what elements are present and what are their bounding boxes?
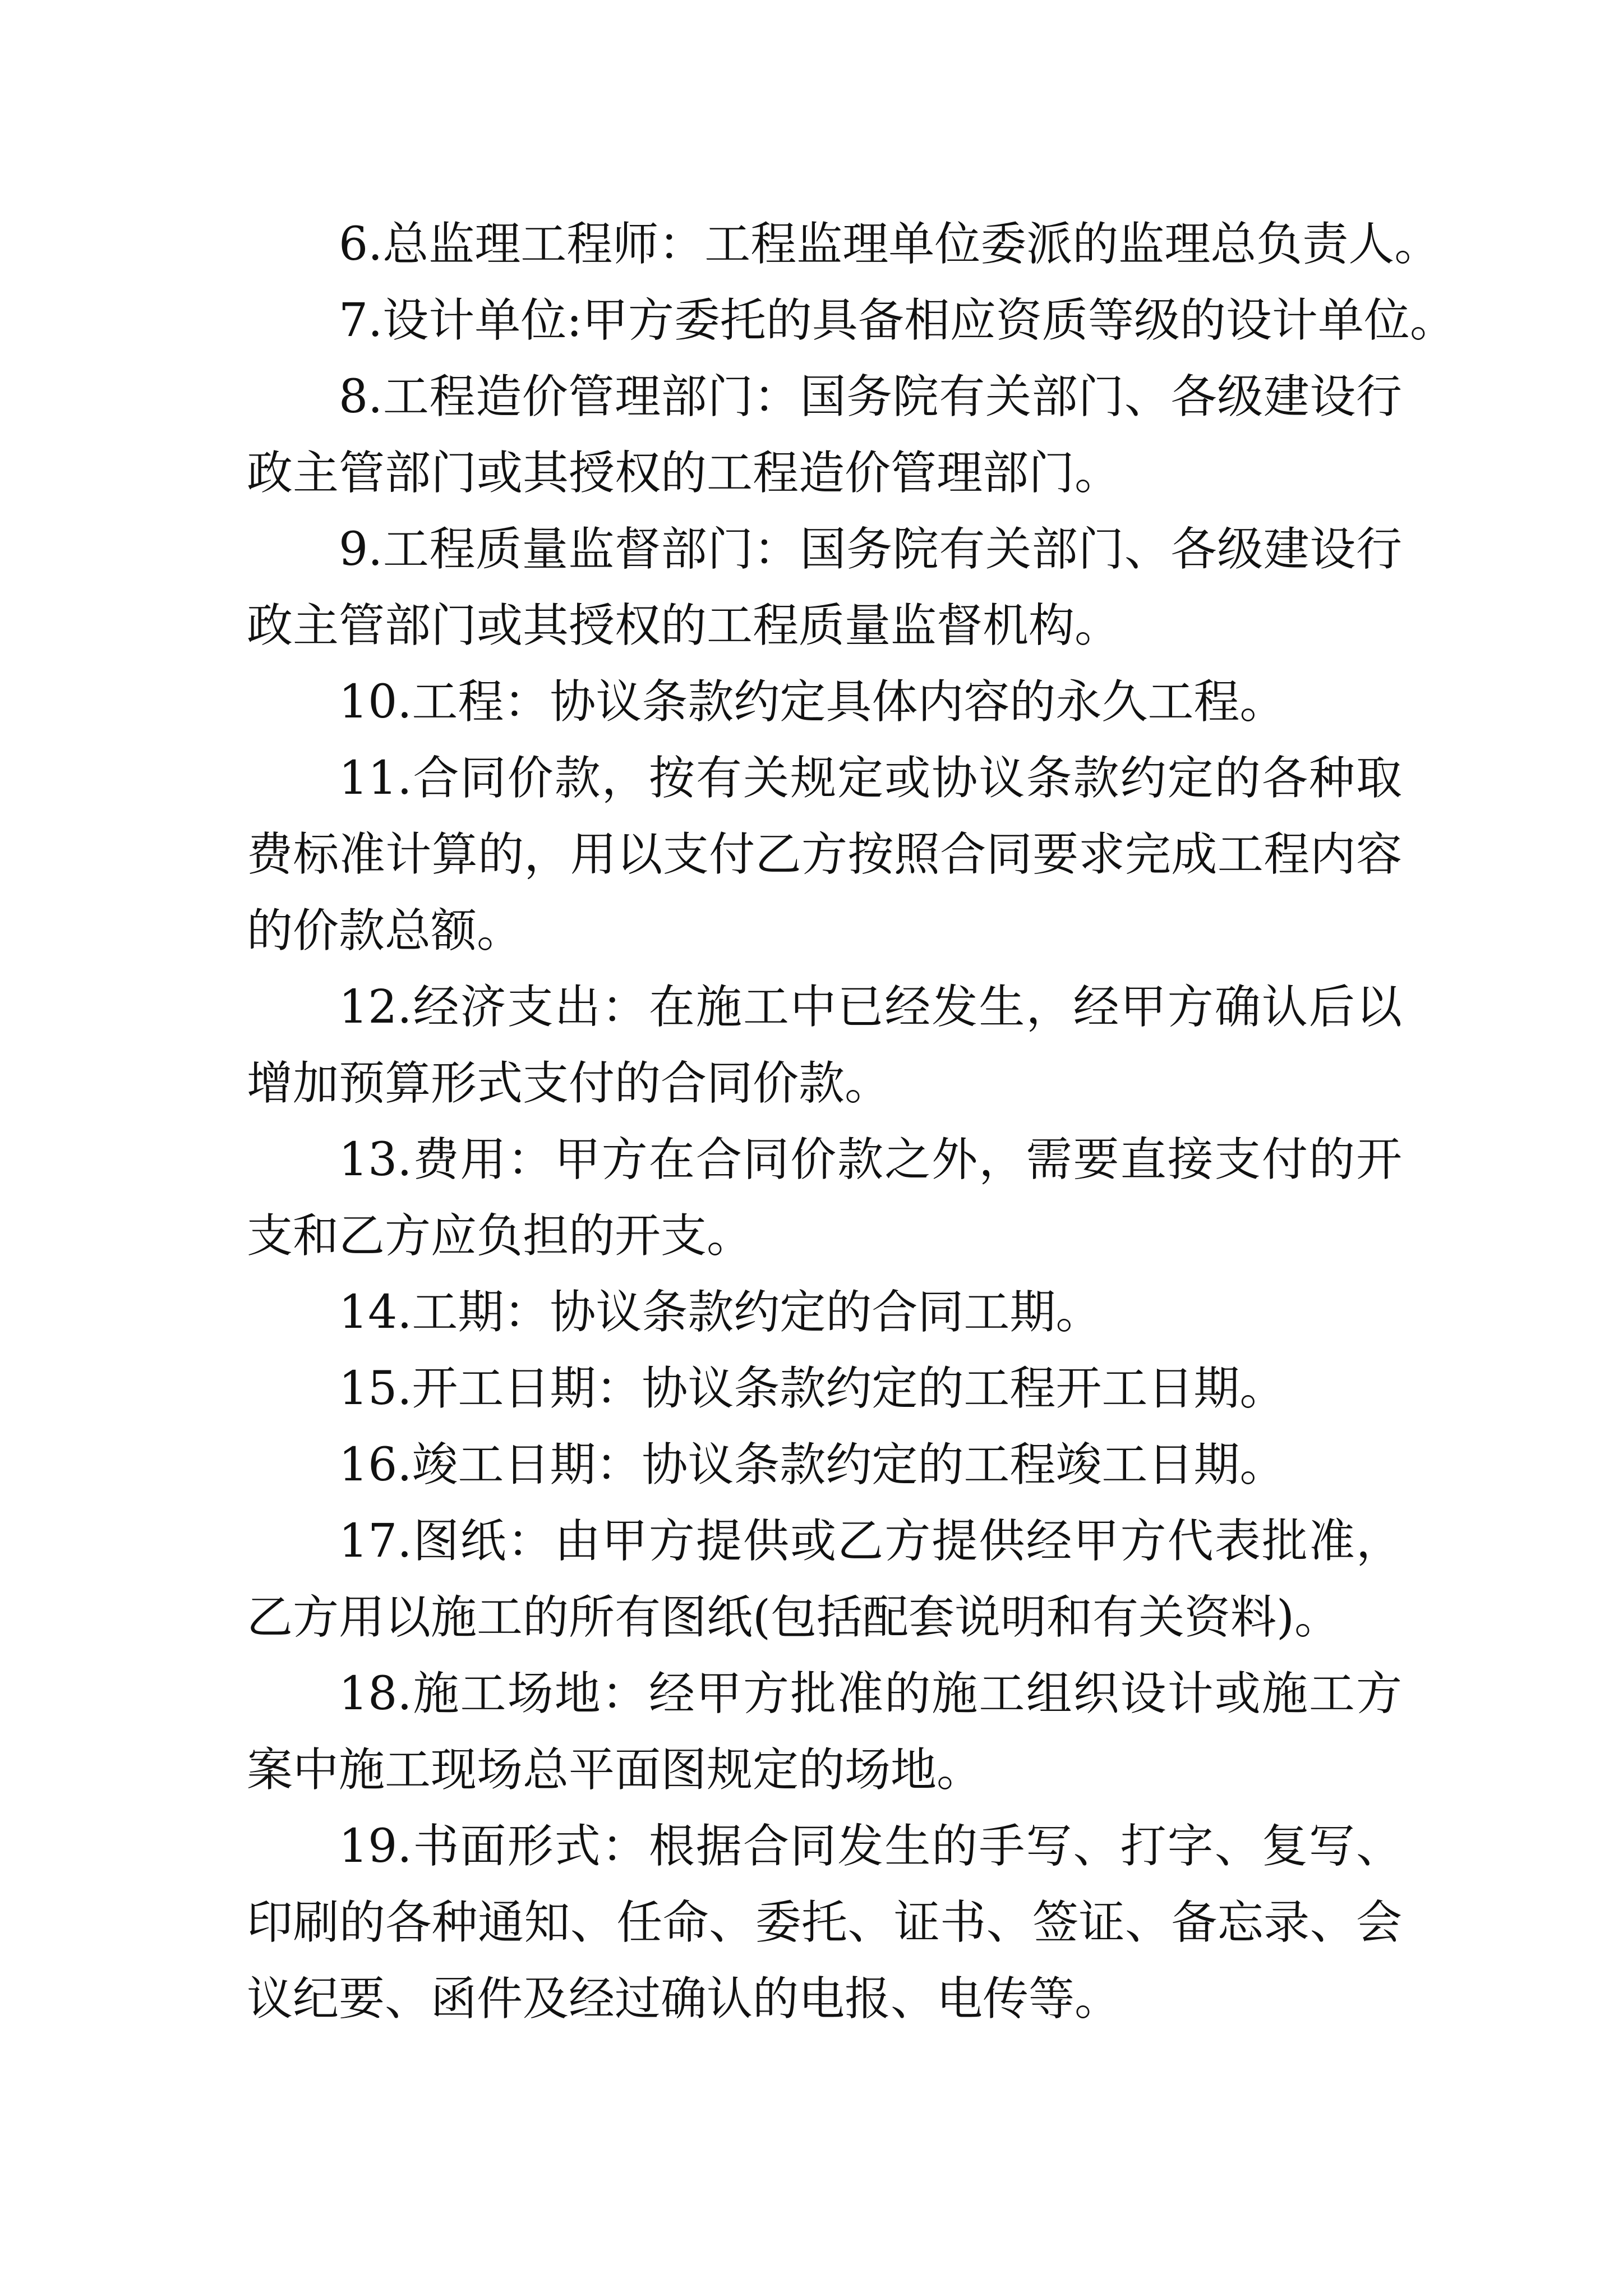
clause-18: 18.施工场地：经甲方批准的施工组织设计或施工方案中施工现场总平面图规定的场地。 xyxy=(247,1667,1402,1797)
clause-19: 19.书面形式：根据合同发生的手写、打字、复写、印刷的各种通知、任命、委托、证书、签证、备忘录、会议纪要、函件及经过确认的电报、电传等。 xyxy=(247,1820,1402,2026)
clause-9: 9.工程质量监督部门：国务院有关部门、各级建设行政主管部门或其授权的工程质量监督机构。 xyxy=(247,523,1402,652)
clause-15: 15.开工日期：协议条款约定的工程开工日期。 xyxy=(339,1362,1286,1415)
clause-11: 11.合同价款，按有关规定或协议条款约定的各种取费标准计算的，用以支付乙方按照合同要求完成工程内容的价款总额。 xyxy=(247,752,1402,958)
clause-12: 12.经济支出：在施工中已经发生，经甲方确认后以增加预算形式支付的合同价款。 xyxy=(247,981,1402,1110)
clause-7: 7.设计单位:甲方委托的具备相应资质等级的设计单位。 xyxy=(339,294,1456,347)
clause-13: 13.费用：甲方在合同价款之外，需要直接支付的开支和乙方应负担的开支。 xyxy=(247,1133,1402,1263)
clause-6: 6.总监理工程师：工程监理单位委派的监理总负责人。 xyxy=(339,218,1441,271)
clause-16: 16.竣工日期：协议条款约定的工程竣工日期。 xyxy=(339,1438,1286,1492)
clause-8: 8.工程造价管理部门：国务院有关部门、各级建设行政主管部门或其授权的工程造价管理部门。 xyxy=(247,370,1402,500)
document-body xyxy=(247,206,1456,2037)
clause-14: 14.工期：协议条款约定的合同工期。 xyxy=(339,1286,1102,1339)
clause-17: 17.图纸：由甲方提供或乙方提供经甲方代表批准，乙方用以施工的所有图纸(包括配套说明和有关资料)。 xyxy=(247,1515,1402,1644)
clause-10: 10.工程：协议条款约定具体内容的永久工程。 xyxy=(339,675,1286,729)
